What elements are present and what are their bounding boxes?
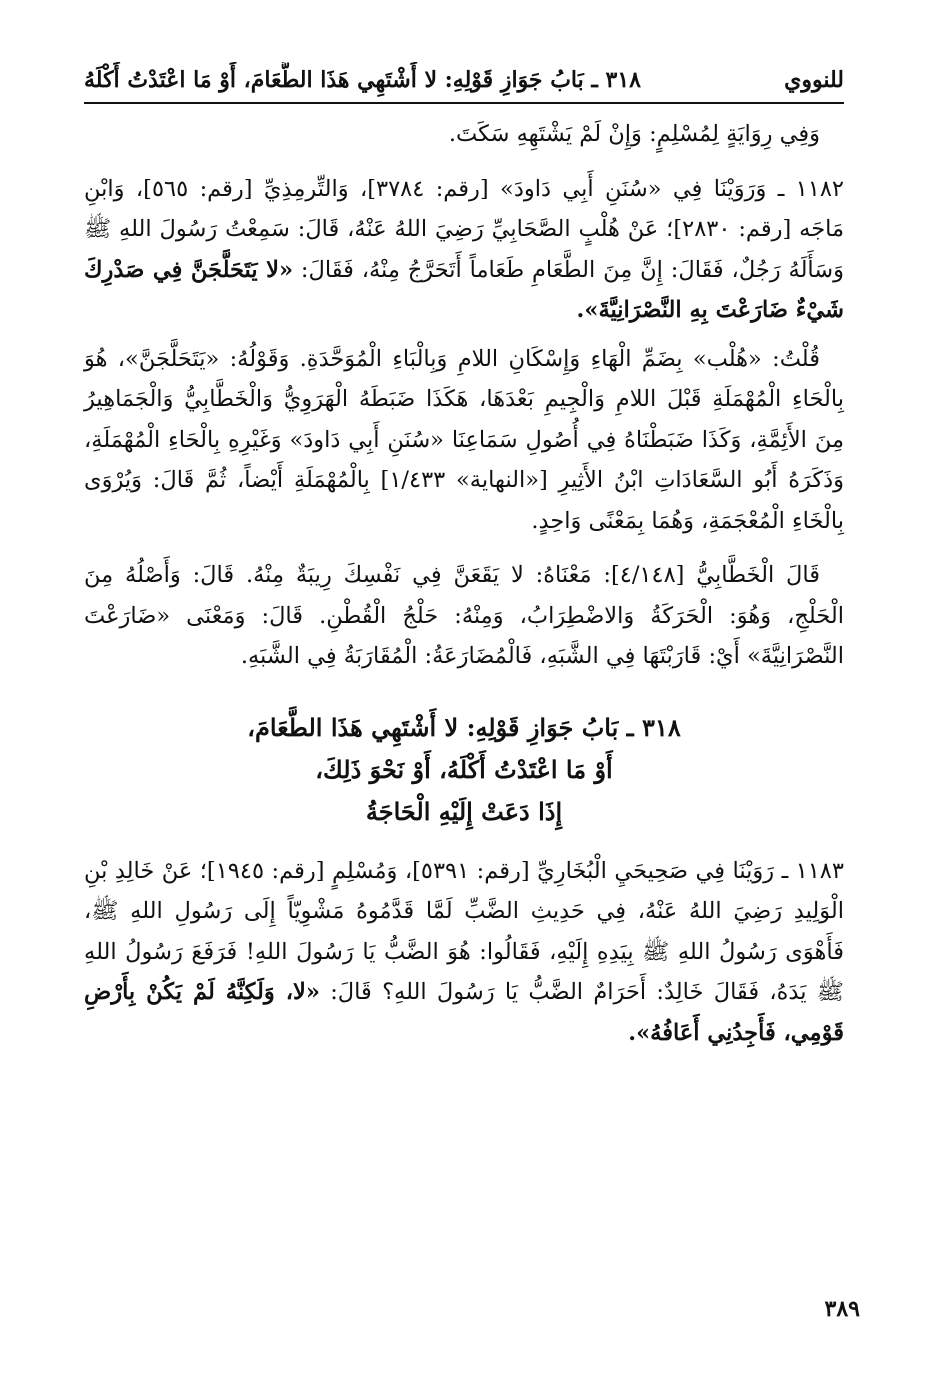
header-author: للنووي [784,67,844,93]
paragraph-commentary-khattabi: قَالَ الْخَطَّابِيُّ [٤/١٤٨]: مَعْنَاهُ: لا يَقَعَنَّ فِي نَفْسِكَ رِيبَةٌ مِنْهُ. قَالَ: وَأَصْلُهُ مِنَ الْحَلْجِ، وَهُوَ: الْحَرَكَةُ وَالاضْطِرَابُ، وَمِنْهُ: حَلْجُ الْقُطْنِ. قَالَ: وَمَعْنَى «ضَارَعْتَ النَّصْرَانِيَّةَ» أَيْ: قَارَبْتَهَا فِي الشَّبَهِ، فَالْمُضَارَعَةُ: الْمُقَارَبَةُ فِي الشَّبَهِ. [84,562,844,669]
book-page [84,62,844,1053]
page-number: ٣٨٩ [824,1296,860,1322]
paragraph-hadith-1182 [84,169,844,331]
running-header [84,62,844,104]
header-chapter-title: ٣١٨ ـ بَابُ جَوَازِ قَوْلِهِ: لا أَشْتَهِي هَذَا الطَّعَامَ، أَوْ مَا اعْتَدْتُ أَكْلَهُ [84,67,641,93]
hadith-1182-quote: «لا يَتَحَلَّجَنَّ فِي صَدْرِكَ شَيْءٌ ضَارَعْتَ بِهِ النَّصْرَانِيَّةَ». [84,256,844,323]
paragraph-hadith-1183 [84,851,844,1054]
paragraph-commentary-hulb: قُلْتُ: «هُلْب» بِضَمِّ الْهَاءِ وَإِسْكَانِ اللامِ وَبِالْبَاءِ الْمُوَحَّدَةِ. وَقَوْلُهُ: «يَتَحَلَّجَنَّ»، هُوَ بِالْحَاءِ الْمُهْمَلَةِ قَبْلَ اللامِ وَالْجِيمِ بَعْدَهَا، هَكَذَا ضَبَطَهُ الْهَرَوِيُّ وَالْخَطَّابِيُّ وَالْجَمَاهِيرُ مِنَ الأَئِمَّةِ، وَكَذَا ضَبَطْنَاهُ فِي أُصُولِ سَمَاعِنَا «سُنَنِ أَبِي دَاودَ» وَغَيْرِهِ بِالْحَاءِ الْمُهْمَلَةِ، وَذَكَرَهُ أَبُو السَّعَادَاتِ ابْنُ الأَثِيرِ [«النهاية» ١/٤٣٣] بِالْمُهْمَلَةِ أَيْضاً، ثُمَّ قَالَ: وَيُرْوَى بِالْخَاءِ الْمُعْجَمَةِ، وَهُمَا بِمَعْنًى وَاحِدٍ. [84,345,844,534]
hadith-1183-text: ١١٨٣ ـ رَوَيْنَا فِي صَحِيحَيِ الْبُخَارِيِّ [رقم: ٥٣٩١]، وَمُسْلِمٍ [رقم: ١٩٤٥]؛ عَنْ خَالِدِ بْنِ الْوَلِيدِ رَضِيَ اللهُ عَنْهُ، فِي حَدِيثِ الضَّبِّ لَمَّا قَدَّمُوهُ مَشْوِيّاً إِلَى رَسُولِ اللهِ ﷺ، فَأَهْوَى رَسُولُ اللهِ ﷺ بِيَدِهِ إِلَيْهِ، فَقَالُوا: هُوَ الضَّبُّ يَا رَسُولَ اللهِ! فَرَفَعَ رَسُولُ اللهِ ﷺ يَدَهُ، فَقَالَ خَالِدٌ: أَحَرَامٌ الضَّبُّ يَا رَسُولَ اللهِ؟ قَالَ: [84,857,844,1005]
chapter-heading [84,707,844,833]
chapter-heading-line-3: إِذَا دَعَتْ إِلَيْهِ الْحَاجَةُ [365,796,563,826]
hadith-1183-quote: «لا، وَلَكِنَّهُ لَمْ يَكُنْ بِأَرْضِ قَوْمِي، فَأَجِدُنِي أَعَافُهُ». [84,979,844,1046]
chapter-heading-line-1: ٣١٨ ـ بَابُ جَوَازِ قَوْلِهِ: لا أَشْتَهِي هَذَا الطَّعَامَ، [247,712,681,742]
chapter-heading-line-2: أَوْ مَا اعْتَدْتُ أَكْلَهُ، أَوْ نَحْوَ ذَلِكَ، [315,754,613,784]
hadith-1182-text: ١١٨٢ ـ وَرَوَيْنَا فِي «سُنَنِ أَبِي دَاودَ» [رقم: ٣٧٨٤]، وَالتِّرمِذِيِّ [رقم: ٥٦٥]، وَابْنِ مَاجَه [رقم: ٢٨٣٠]؛ عَنْ هُلْبٍ الصَّحَابِيِّ رَضِيَ اللهُ عَنْهُ، قَالَ: سَمِعْتُ رَسُولَ اللهِ ﷺ وَسَأَلَهُ رَجُلٌ، فَقَالَ: إِنَّ مِنَ الطَّعَامِ طَعَاماً أَتَحَرَّجُ مِنْهُ، فَقَالَ: [84,175,845,283]
paragraph-muslim-narration: وَفِي رِوَايَةٍ لِمُسْلِمٍ: وَإِنْ لَمْ يَشْتَهِهِ سَكَتَ. [448,121,820,147]
